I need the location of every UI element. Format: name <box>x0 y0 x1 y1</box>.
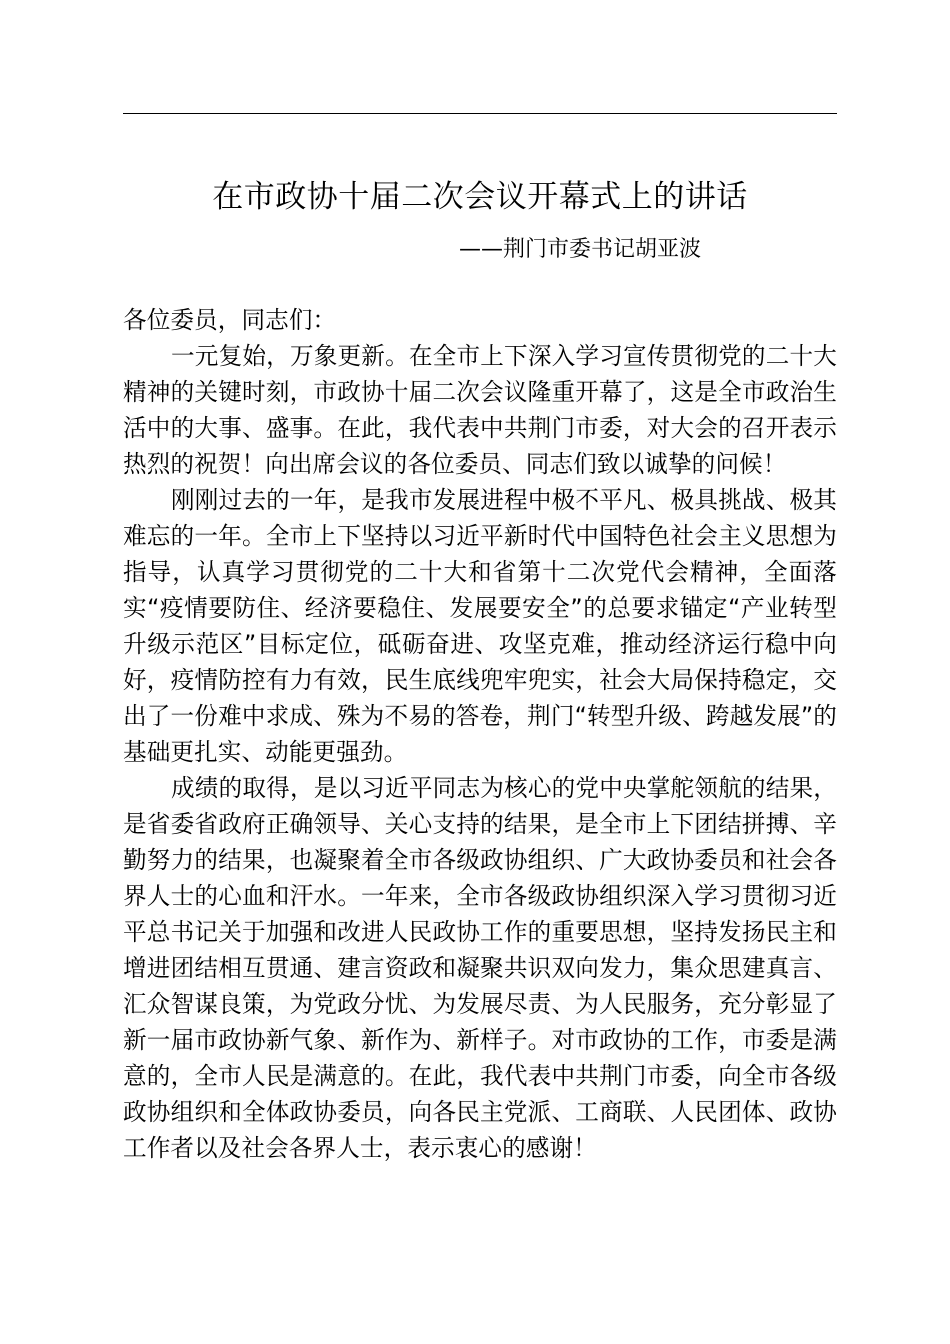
paragraph-3: 成绩的取得，是以习近平同志为核心的党中央掌舵领航的结果，是省委省政府正确领导、关心支持的结果，是全市上下团结拼搏、辛勤努力的结果，也凝聚着全市各级政协组织、广大政协委员和社会各界人士的心血和汗水。一年来，全市各级政协组织深入学习贯彻习近平总书记关于加强和改进人民政协工作的重要思想，坚持发扬民主和增进团结相互贯通、建言资政和凝聚共识双向发力，集众思建真言、汇众智谋良策，为党政分忧、为发展尽责、为人民服务，充分彰显了新一届市政协新气象、新作为、新样子。对市政协的工作，市委是满意的，全市人民是满意的。在此，我代表中共荆门市委，向全市各级政协组织和全体政协委员，向各民主党派、工商联、人民团体、政协工作者以及社会各界人士，表示衷心的感谢！ <box>123 774 837 1162</box>
subtitle-line <box>123 234 837 266</box>
paragraph-2: 刚刚过去的一年，是我市发展进程中极不平凡、极具挑战、极其难忘的一年。全市上下坚持以习近平新时代中国特色社会主义思想为指导，认真学习贯彻党的二十大和省第十二次党代会精神，全面落实“疫情要防住、经济要稳住、发展要安全”的总要求锚定“产业转型升级示范区”目标定位，砥砺奋进、攻坚克难，推动经济运行稳中向好，疫情防控有力有效，民生底线兜牢兜实，社会大局保持稳定，交出了一份难中求成、殊为不易的答卷，荆门“转型升级、跨越发展”的基础更扎实、动能更强劲。 <box>123 486 837 766</box>
paragraph-1: 一元复始，万象更新。在全市上下深入学习宣传贯彻党的二十大精神的关键时刻，市政协十届二次会议隆重开幕了，这是全市政治生活中的大事、盛事。在此，我代表中共荆门市委，对大会的召开表示热烈的祝贺！向出席会议的各位委员、同志们致以诚挚的问候！ <box>123 342 837 478</box>
document-title: 在市政协十届二次会议开幕式上的讲话 <box>212 179 748 215</box>
salutation: 各位委员，同志们： <box>123 306 337 334</box>
speaker-byline: ——荆门市委书记胡亚波 <box>458 237 701 262</box>
header-rule <box>123 113 837 114</box>
speech-body <box>123 302 837 1166</box>
